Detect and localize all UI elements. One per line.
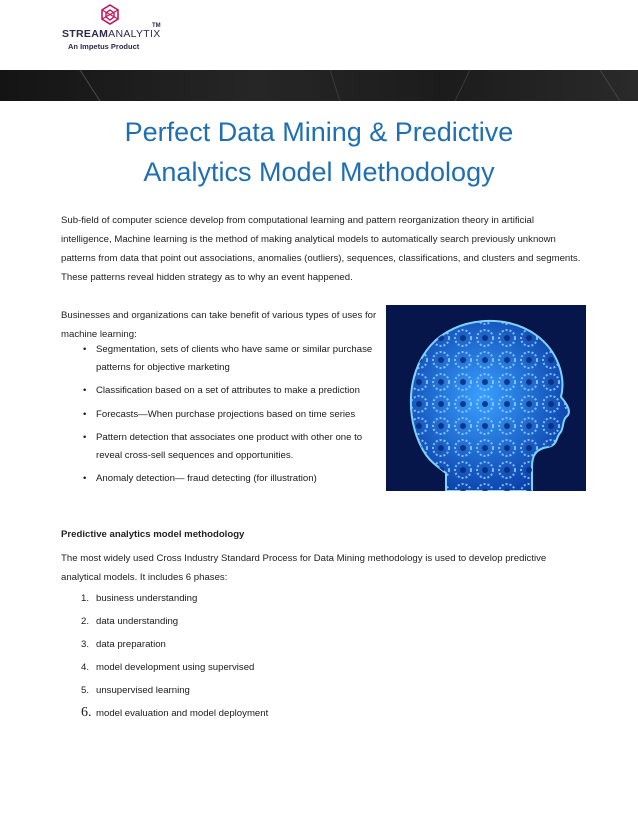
list-number: 5. — [81, 685, 90, 696]
banner-texture — [0, 70, 638, 101]
list-item: 5. unsupervised learning — [61, 682, 268, 705]
title-line-1: Perfect Data Mining & Predictive — [124, 117, 514, 147]
uses-list — [61, 341, 381, 494]
list-item: 2. data understanding — [61, 613, 268, 636]
head-gears-icon — [386, 305, 586, 491]
header-banner — [0, 70, 638, 101]
gear-head-illustration — [386, 305, 586, 491]
uses-intro: Businesses and organizations can take benefit of various types of uses for machine learning: — [61, 310, 377, 340]
logo-wordmark: STREAMANALYTIX — [62, 28, 161, 40]
list-item: • Anomaly detection— fraud detecting (for illustration) — [61, 470, 381, 488]
list-number: 6. — [81, 705, 92, 720]
bullet-icon: • — [83, 473, 87, 484]
list-number: 2. — [81, 616, 90, 627]
bullet-icon: • — [83, 344, 87, 355]
bullet-icon: • — [83, 385, 87, 396]
list-item: 6. model evaluation and model deployment — [81, 705, 269, 720]
bullet-icon: • — [83, 408, 87, 420]
list-item: • Forecasts—When purchase projections based on time series — [61, 406, 381, 424]
list-item: • Pattern detection that associates one product with other one to reveal cross-sell sequences and opportunities. — [61, 429, 381, 464]
list-item: • Classification based on a set of attributes to make a prediction — [61, 382, 381, 400]
list-item: 4. model development using supervised — [61, 659, 268, 682]
intro-paragraph: Sub-field of computer science develop from computational learning and pattern reorganization theory in artificial intelligence, Machine learning is the method of making analytical models to automatically search previously unknown patterns from data that point out associations, anomalies (outliers), sequences, classifications, and clusters and segments. These patterns reveal hidden strategy as to why an event happened. — [61, 215, 581, 283]
page-title — [60, 112, 578, 192]
list-item: 3. data preparation — [61, 636, 268, 659]
list-number: 4. — [81, 662, 90, 673]
list-item: 1. business understanding — [61, 590, 268, 613]
title-line-2: Analytics Model Methodology — [143, 157, 495, 187]
logo-mark-icon — [98, 4, 122, 26]
phases-list — [61, 590, 268, 728]
list-number: 1. — [81, 593, 90, 604]
bullet-icon: • — [83, 432, 87, 443]
logo-trademark: TM — [152, 23, 161, 29]
methodology-heading: Predictive analytics model methodology — [61, 529, 245, 540]
list-item: • Segmentation, sets of clients who have same or similar purchase patterns for objective marketing — [61, 341, 381, 376]
methodology-paragraph: The most widely used Cross Industry Standard Process for Data Mining methodology is used to develop predictive analytical models. It includes 6 phases: — [61, 553, 547, 583]
list-number: 3. — [81, 639, 90, 650]
streamanalytix-logo — [62, 4, 202, 52]
logo-subtitle: An Impetus Product — [68, 42, 140, 51]
